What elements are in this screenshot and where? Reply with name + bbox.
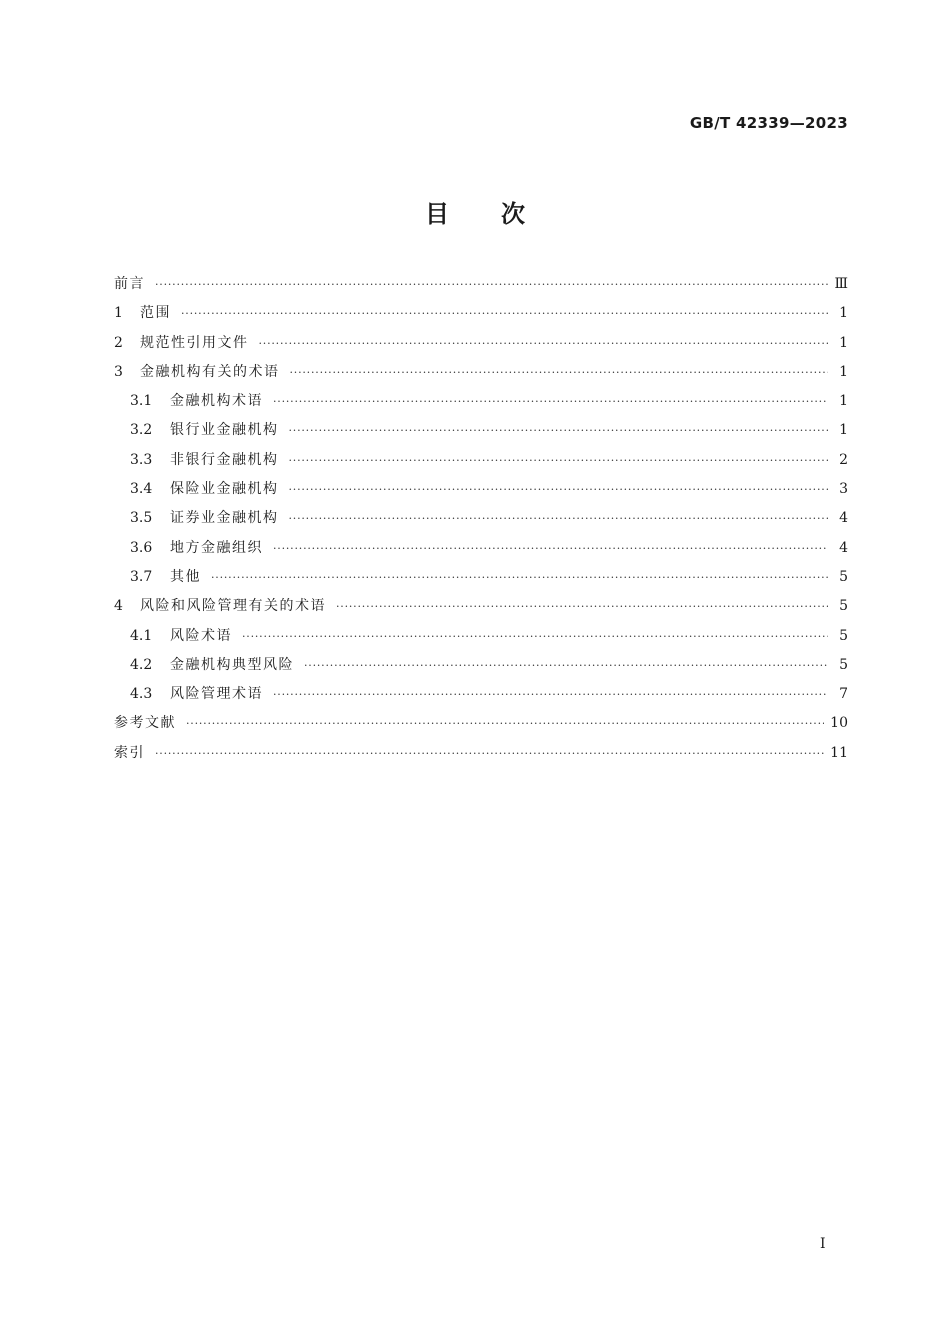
toc-dot-leader [186,709,824,738]
toc-entry-title: 风险和风险管理有关的术语 [140,598,326,615]
toc-entry-page: 1 [839,305,848,322]
toc-entry-page: 11 [830,744,848,761]
toc-dot-leader [181,299,828,328]
toc-entry-title: 金融机构有关的术语 [140,363,280,380]
toc-entry[interactable] [114,446,848,475]
toc-dot-leader [289,446,829,475]
toc-entry-number: 4 [114,598,123,615]
toc-dot-leader [289,416,829,445]
toc-entry[interactable] [114,475,848,504]
table-of-contents [114,270,848,768]
toc-dot-leader [259,329,829,358]
toc-dot-leader [273,387,828,416]
toc-dot-leader [211,563,828,592]
toc-entry-number: 4.3 [130,686,153,703]
toc-entry-number: 1 [114,305,123,322]
toc-entry-number: 2 [114,334,123,351]
toc-entry-page: 1 [839,334,848,351]
toc-entry-title: 保险业金融机构 [170,481,279,498]
toc-entry-title: 非银行金融机构 [170,451,279,468]
toc-dot-leader [289,504,829,533]
toc-dot-leader [336,592,828,621]
toc-entry-title: 风险术语 [170,627,232,644]
toc-entry-page: 5 [839,568,848,585]
toc-entry[interactable] [114,504,848,533]
toc-entry[interactable] [114,387,848,416]
toc-entry-title: 地方金融组织 [170,539,263,556]
toc-entry-number: 3.3 [130,451,153,468]
toc-entry-page: 5 [839,598,848,615]
toc-entry[interactable] [114,739,848,768]
toc-dot-leader [304,651,828,680]
toc-entry-number: 3.7 [130,568,153,585]
toc-entry-page: Ⅲ [834,276,848,292]
toc-dot-leader [155,739,824,768]
toc-entry-page: 5 [839,656,848,673]
toc-entry[interactable] [114,270,848,299]
toc-entry-page: 1 [839,363,848,380]
toc-dot-leader [155,270,828,299]
toc-entry-number: 4.1 [130,627,153,644]
toc-entry[interactable] [114,563,848,592]
toc-entry[interactable] [114,622,848,651]
toc-entry-title: 证券业金融机构 [170,510,279,527]
toc-entry-page: 4 [839,539,848,556]
toc-entry-title: 金融机构术语 [170,393,263,410]
toc-title: 目次 [425,200,577,228]
toc-entry-title: 规范性引用文件 [140,334,249,351]
toc-dot-leader [290,358,829,387]
toc-dot-leader [242,622,828,651]
toc-entry-number: 3 [114,363,123,380]
toc-entry-title: 参考文献 [114,715,176,732]
toc-entry[interactable] [114,680,848,709]
toc-entry-page: 2 [839,451,848,468]
page-number: I [820,1236,826,1252]
toc-entry-page: 4 [839,510,848,527]
toc-entry[interactable] [114,651,848,680]
toc-entry[interactable] [114,416,848,445]
toc-entry[interactable] [114,358,848,387]
toc-entry-number: 3.5 [130,510,153,527]
toc-entry[interactable] [114,329,848,358]
toc-dot-leader [273,680,828,709]
toc-dot-leader [273,534,828,563]
toc-entry-number: 4.2 [130,656,153,673]
toc-entry-number: 3.2 [130,422,153,439]
toc-entry-title: 银行业金融机构 [170,422,279,439]
toc-entry-page: 3 [839,481,848,498]
toc-entry-title: 其他 [170,568,201,585]
toc-dot-leader [289,475,829,504]
toc-entry-page: 5 [839,627,848,644]
toc-entry[interactable] [114,299,848,328]
toc-entry-title: 金融机构典型风险 [170,656,294,673]
toc-entry-number: 3.1 [130,393,153,410]
toc-entry[interactable] [114,592,848,621]
toc-entry-title: 前言 [114,276,145,292]
toc-entry-title: 索引 [114,744,145,761]
toc-entry[interactable] [114,534,848,563]
toc-entry[interactable] [114,709,848,738]
standard-code: GB/T 42339—2023 [689,114,848,132]
toc-entry-page: 7 [839,686,848,703]
toc-entry-title: 范围 [140,305,171,322]
toc-entry-title: 风险管理术语 [170,686,263,703]
toc-entry-number: 3.6 [130,539,153,556]
toc-entry-page: 1 [839,393,848,410]
toc-entry-page: 10 [830,715,848,732]
toc-entry-number: 3.4 [130,481,153,498]
toc-entry-page: 1 [839,422,848,439]
